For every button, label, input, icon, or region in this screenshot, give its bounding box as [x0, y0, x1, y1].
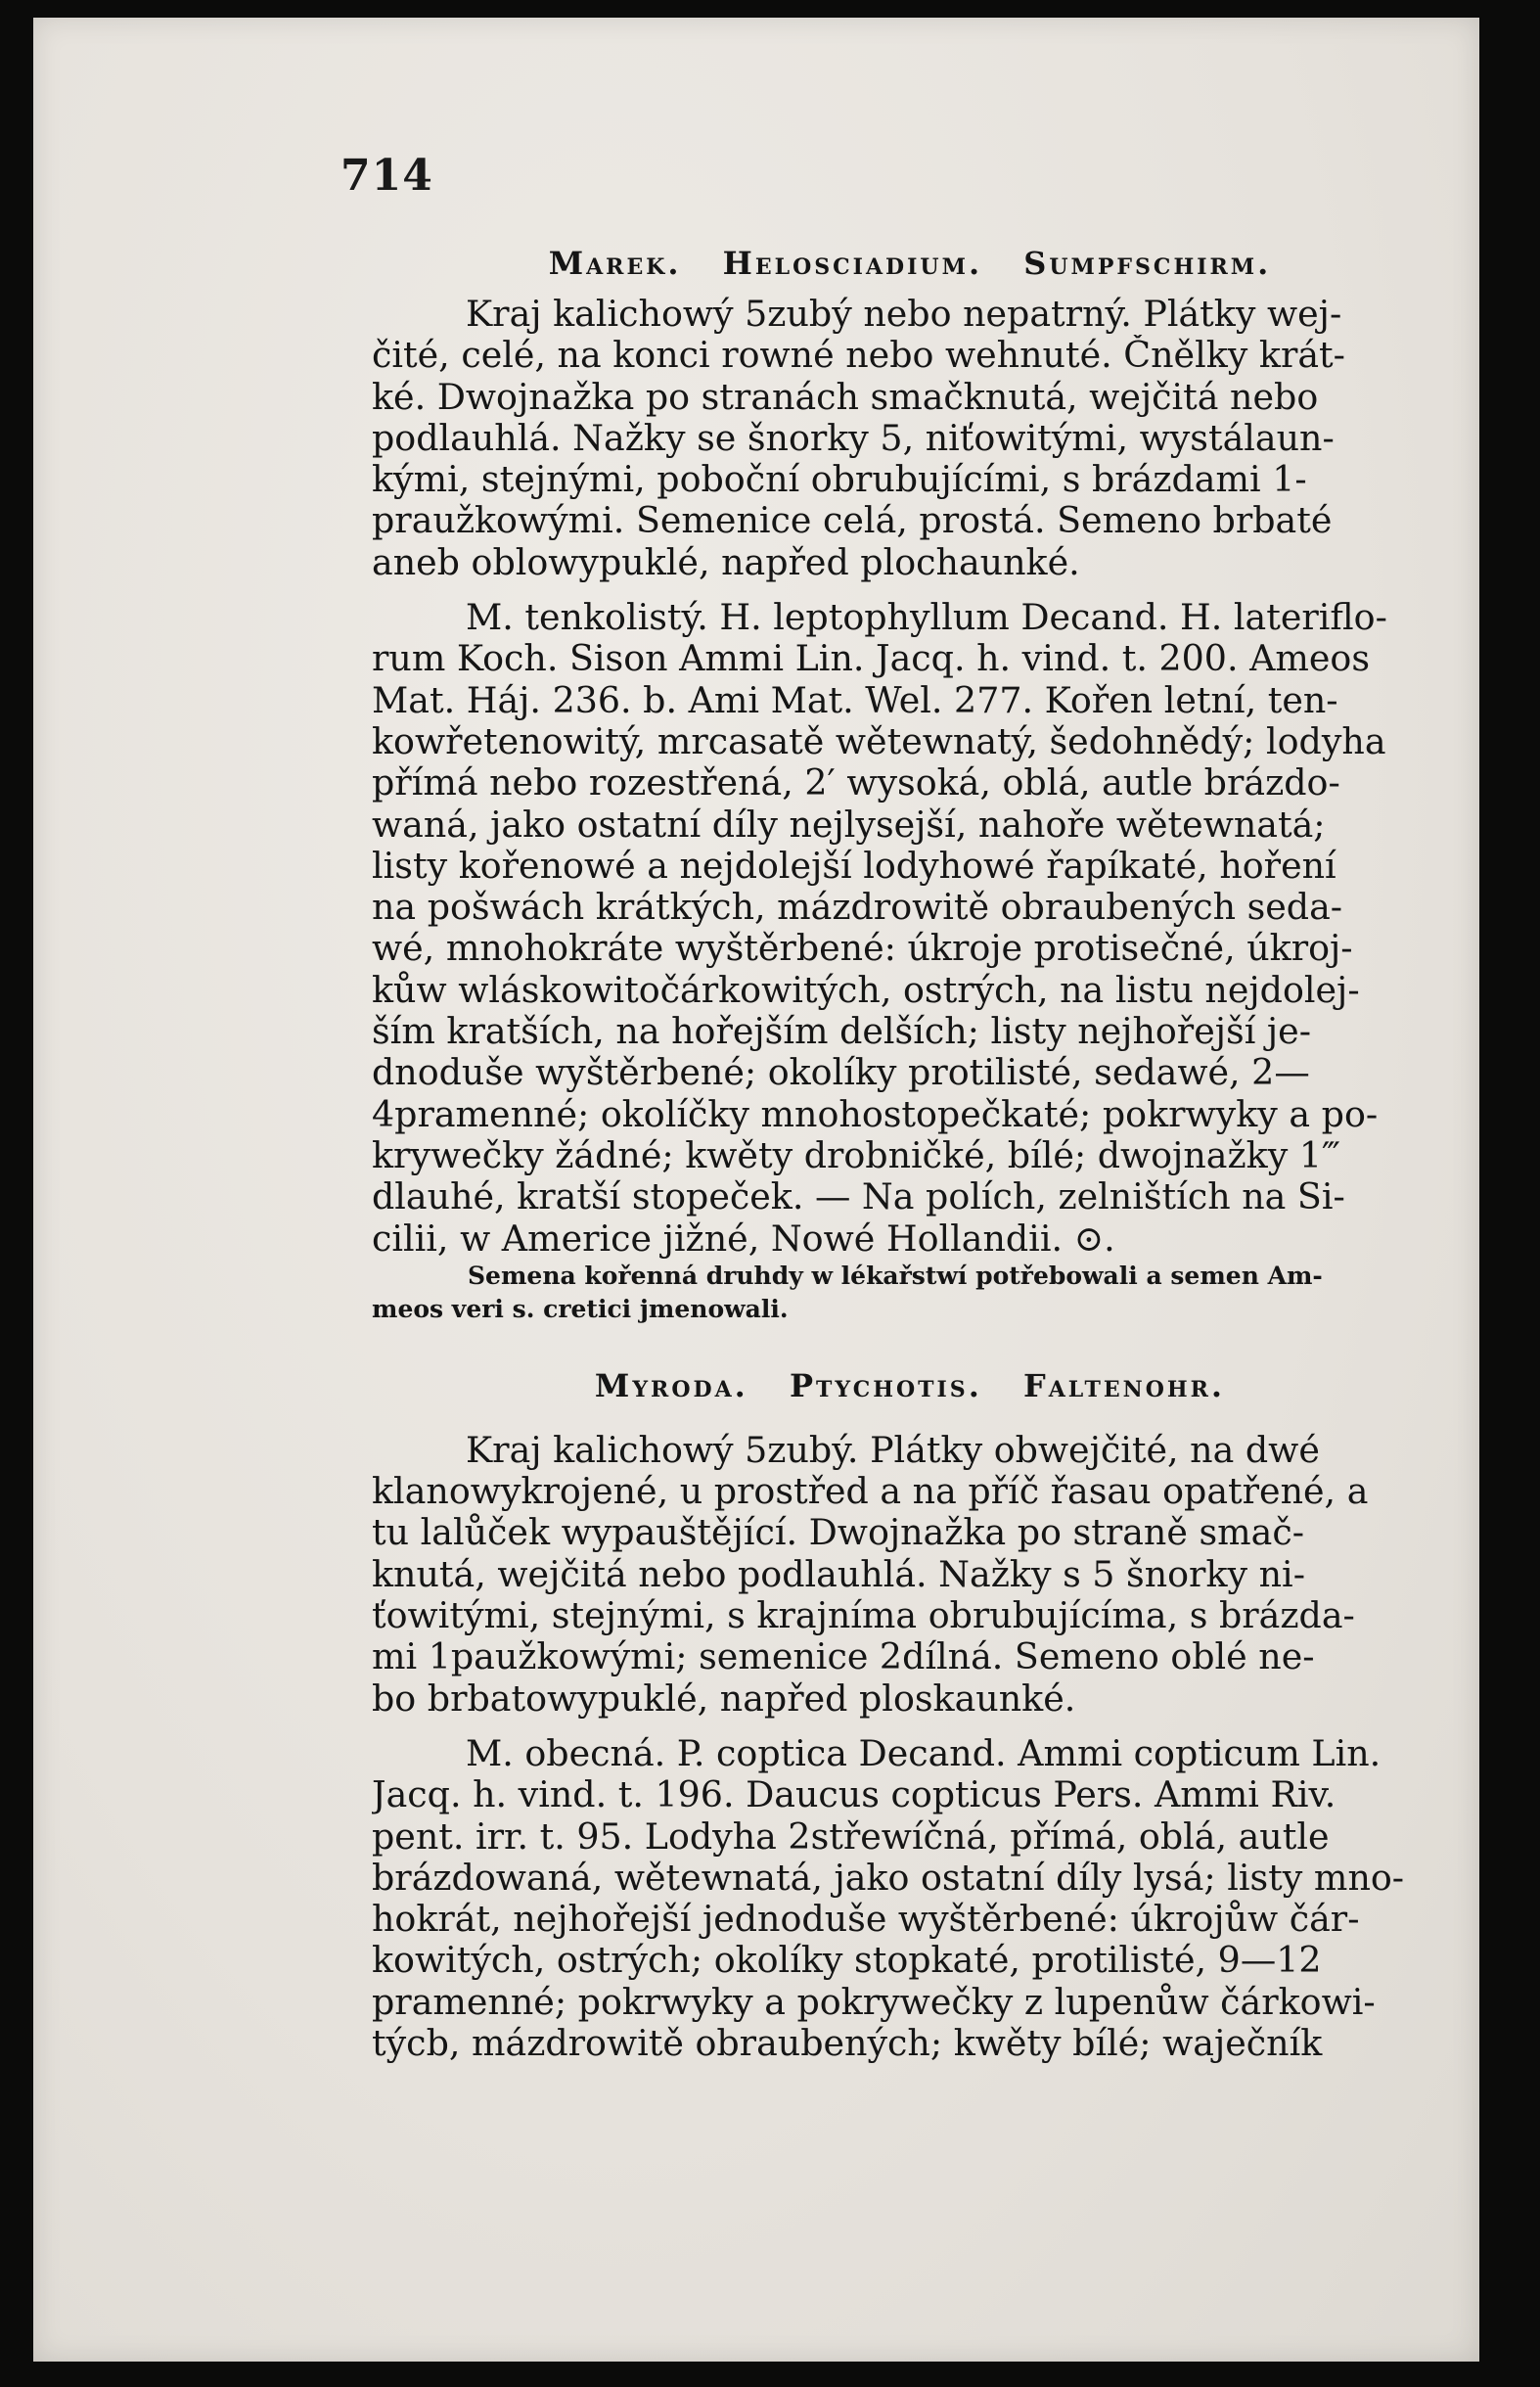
- genus-description: [372, 1430, 1448, 1720]
- text-line: dnoduše wyštěrbené; okolíky protilisté, sedawé, 2—: [372, 1052, 1310, 1094]
- text-line: praužkowými. Semenice celá, prostá. Semeno brbaté: [372, 500, 1333, 542]
- heading-german-name: Sumpfschirm.: [1023, 245, 1272, 282]
- page-number: 714: [340, 151, 433, 201]
- text-line: mi 1paužkowými; semenice 2dílná. Semeno oblé ne-: [372, 1636, 1315, 1678]
- text-line: Kraj kalichowý 5zubý nebo nepatrný. Plátky wej-: [466, 294, 1342, 335]
- text-line: přímá nebo rozestřená, 2′ wysoká, oblá, autle brázdo-: [372, 762, 1340, 804]
- text-line: podlauhlá. Nažky se šnorky 5, niťowitými, wystálaun-: [372, 417, 1335, 459]
- footnote: [372, 1260, 1448, 1326]
- text-line: Kraj kalichowý 5zubý. Plátky obwejčité, na dwé: [466, 1429, 1320, 1471]
- species-description: [372, 597, 1448, 1260]
- genus-description: [372, 294, 1448, 583]
- text-line: týcb, mázdrowitě obraubených; kwěty bílé; waječník: [372, 2022, 1323, 2064]
- text-line: klanowykrojené, u prostřed a na příč řasau opatřené, a: [372, 1471, 1369, 1513]
- text-line: brázdowaná, wětewnatá, jako ostatní díly lysá; listy mno-: [372, 1857, 1405, 1899]
- text-line: kými, stejnými, poboční obrubujícími, s brázdami 1-: [372, 459, 1307, 501]
- text-line: kůw wláskowitočárkowitých, ostrých, na listu nejdolej-: [372, 969, 1360, 1011]
- section-heading-helosciadium: [372, 233, 1448, 294]
- footnote-line: Semena kořenná druhdy w lékařstwí potřebowali a semen Am-: [468, 1261, 1323, 1290]
- text-line: dlauhé, kratší stopeček. — Na polích, zelništích na Si-: [372, 1176, 1345, 1218]
- text-line: 4pramenné; okolíčky mnohostopečkaté; pokrwyky a po-: [372, 1093, 1379, 1135]
- section-heading-ptychotis: [372, 1355, 1448, 1416]
- text-line: ťowitými, stejnými, s krajníma obrubujícíma, s brázda-: [372, 1595, 1355, 1637]
- text-line: waná, jako ostatní díly nejlysejší, nahoře wětewnatá;: [372, 803, 1326, 846]
- text-line: Mat. Háj. 236. b. Ami Mat. Wel. 277. Kořen letní, ten-: [372, 679, 1338, 721]
- text-line: hokrát, nejhořejší jednoduše wyštěrbené: úkrojůw čár-: [372, 1899, 1360, 1941]
- text-line: kowitých, ostrých; okolíky stopkaté, protilisté, 9—12: [372, 1940, 1322, 1982]
- text-line: listy kořenowé a nejdolejší lodyhowé řapíkaté, hoření: [372, 845, 1336, 887]
- text-block: [372, 233, 1448, 2064]
- text-line: M. tenkolistý. H. leptophyllum Decand. H. lateriflo-: [466, 597, 1387, 639]
- text-line: tu lalůček wypauštějící. Dwojnažka po straně smač-: [372, 1512, 1305, 1554]
- text-line: bo brbatowypuklé, napřed ploskaunké.: [372, 1677, 1076, 1720]
- text-line: knutá, wejčitá nebo podlauhlá. Nažky s 5 šnorky ni-: [372, 1553, 1305, 1595]
- text-line: čité, celé, na konci rowné nebo wehnuté. Čnělky krát-: [372, 335, 1345, 377]
- heading-czech-name: Myroda.: [594, 1366, 748, 1404]
- text-line: ším kratších, na hořejším delších; listy nejhořejší je-: [372, 1011, 1312, 1053]
- heading-latin-name: Ptychotis.: [789, 1366, 982, 1404]
- text-line: krywečky žádné; kwěty drobničké, bílé; dwojnažky 1‴: [372, 1134, 1340, 1176]
- text-line: M. obecná. P. coptica Decand. Ammi copticum Lin.: [466, 1732, 1381, 1774]
- book-page: [33, 18, 1479, 2362]
- heading-latin-name: Helosciadium.: [722, 245, 983, 282]
- text-line: Jacq. h. vind. t. 196. Daucus copticus Pers. Ammi Riv.: [372, 1774, 1336, 1816]
- footnote-line: meos veri s. cretici jmenowali.: [372, 1294, 789, 1323]
- text-line: na pošwách krátkých, mázdrowitě obraubených seda-: [372, 887, 1343, 929]
- text-line: wé, mnohokráte wyštěrbené: úkroje protisečné, úkroj-: [372, 928, 1353, 970]
- species-description: [372, 1733, 1448, 2064]
- text-line: pramenné; pokrwyky a pokrywečky z lupenůw čárkowi-: [372, 1981, 1376, 2023]
- text-line: rum Koch. Sison Ammi Lin. Jacq. h. vind. t. 200. Ameos: [372, 638, 1371, 680]
- text-line: pent. irr. t. 95. Lodyha 2střewíčná, přímá, oblá, autle: [372, 1815, 1330, 1858]
- text-line: kowřetenowitý, mrcasatě wětewnatý, šedohnědý; lodyha: [372, 720, 1386, 762]
- heading-german-name: Faltenohr.: [1022, 1366, 1226, 1404]
- text-line: ké. Dwojnažka po stranách smačknutá, wejčitá nebo: [372, 376, 1319, 418]
- text-line: aneb oblowypuklé, napřed plochaunké.: [372, 541, 1080, 583]
- heading-czech-name: Marek.: [548, 245, 682, 282]
- text-line: cilii, w Americe jižné, Nowé Hollandii. ⊙.: [372, 1217, 1115, 1260]
